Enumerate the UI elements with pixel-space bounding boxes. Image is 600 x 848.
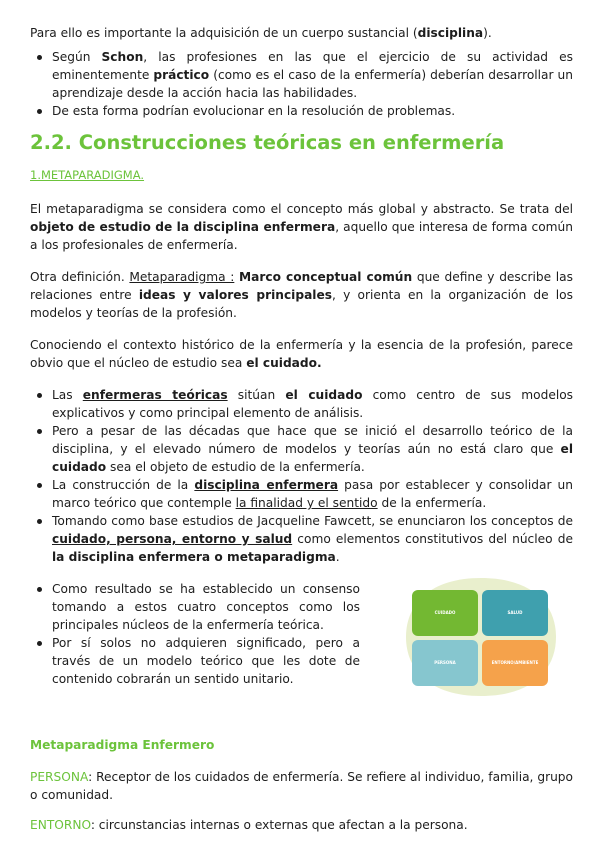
- section-heading: 2.2. Construcciones teóricas en enfermería: [30, 131, 505, 154]
- text: Conociendo el contexto histórico de la enfermería y la esencia de la profesión, parece obvio que el núcleo de estudio sea: [30, 338, 573, 370]
- text: , y orienta en la organización de los modelos y teorías de la profesión.: [30, 288, 573, 320]
- underlined-text: la finalidad y el sentido: [235, 496, 378, 510]
- text: que define y describe las relaciones entre: [30, 270, 573, 302]
- bold-text: objeto de estudio de la disciplina enfermera: [30, 220, 336, 234]
- text: Otra definición.: [30, 270, 130, 284]
- bold-underlined-text: disciplina enfermera: [194, 478, 339, 492]
- text: sitúan: [227, 388, 286, 402]
- bullet-list-schon: [30, 48, 573, 120]
- text: como elementos constitutivos del núcleo de: [292, 532, 573, 546]
- list-item: [30, 48, 573, 102]
- paragraph-definition-1: [30, 200, 573, 254]
- intro-text-end: ).: [483, 26, 492, 40]
- text: Pero a pesar de las décadas que hace que se inició el desarrollo teórico de la disciplina, y el elevado número de modelos y teorías aún no está claro que: [52, 424, 573, 456]
- bold-text: el cuidado.: [246, 356, 322, 370]
- bullet-list-consenso: [30, 580, 360, 688]
- text: sea el objeto de estudio de la enfermería.: [106, 460, 365, 474]
- text: Tomando como base estudios de Jacqueline Fawcett, se enunciaron los conceptos de: [52, 514, 573, 528]
- bold-text: la disciplina enfermera o metaparadigma: [52, 550, 336, 564]
- intro-text: Para ello es importante la adquisición de un cuerpo sustancial (: [30, 26, 418, 40]
- text: de la enfermería.: [377, 496, 487, 510]
- metaparadigma-link[interactable]: 1.METAPARADIGMA.: [30, 168, 145, 182]
- paragraph-context: [30, 336, 573, 372]
- intro-bold: disciplina: [417, 26, 484, 40]
- metaparadigm-diagram: [402, 574, 560, 700]
- text: De esta forma podrían evolucionar en la resolución de problemas.: [52, 104, 456, 118]
- bold-underlined-text: enfermeras teóricas: [82, 388, 228, 402]
- definition-text: : circunstancias internas o externas que afectan a la persona.: [90, 818, 468, 832]
- bold-text: el cuidado: [52, 442, 573, 474]
- bold-text: práctico: [153, 68, 210, 82]
- list-item: [30, 422, 573, 476]
- list-item: [30, 512, 573, 566]
- consensus-section: [30, 580, 573, 712]
- cell-cuidado: CUIDADO: [412, 590, 478, 636]
- cell-entorno: ENTORNO/AMBIENTE: [482, 640, 548, 686]
- intro-paragraph: [30, 24, 573, 42]
- text: La construcción de la: [52, 478, 195, 492]
- text: .: [335, 550, 340, 564]
- text: Las: [52, 388, 83, 402]
- document-page: [30, 24, 573, 834]
- text: , aquello que interesa de forma común a los profesionales de enfermería.: [30, 220, 574, 252]
- text: Según: [52, 50, 102, 64]
- paragraph-definition-2: [30, 268, 573, 322]
- list-item: [30, 476, 573, 512]
- list-item: [30, 102, 573, 120]
- bold-text: ideas y valores principales: [138, 288, 333, 302]
- term-persona: PERSONA: [30, 770, 89, 784]
- text: (como es el caso de la enfermería) deberían desarrollar un aprendizaje desde la acción hacia las habilidades.: [52, 68, 573, 100]
- text: pasa por establecer y consolidar un marco teórico que contemple: [52, 478, 573, 510]
- underlined-text: Metaparadigma :: [129, 270, 235, 284]
- text: , las profesiones en las que el ejercicio de su actividad es eminentemente: [52, 50, 573, 82]
- text: El metaparadigma se considera como el concepto más global y abstracto. Se trata del: [30, 202, 573, 216]
- definition-entorno: [30, 816, 573, 834]
- bold-text: el cuidado: [285, 388, 363, 402]
- bullet-list-cuidado: [30, 386, 573, 566]
- cell-salud: SALUD: [482, 590, 548, 636]
- bold-underlined-text: cuidado, persona, entorno y salud: [52, 532, 293, 546]
- list-item: Por sí solos no adquieren significado, pero a través de un modelo teórico que les dote de contenido cobrarán un sentido unitario.: [30, 634, 360, 688]
- list-item: [30, 386, 573, 422]
- bold-text: Schon: [101, 50, 144, 64]
- cell-persona: PERSONA: [412, 640, 478, 686]
- subheading: Metaparadigma Enfermero: [30, 738, 215, 752]
- term-entorno: ENTORNO: [30, 818, 91, 832]
- text: como centro de sus modelos explicativos y como principal elemento de análisis.: [52, 388, 574, 420]
- definition-persona: [30, 768, 573, 804]
- definition-text: : Receptor de los cuidados de enfermería. Se refiere al individuo, familia, grupo o comunidad.: [30, 770, 573, 802]
- list-item: Como resultado se ha establecido un consenso tomando a estos cuatro conceptos como los principales núcleos de la enfermería teórica.: [30, 580, 360, 634]
- bold-text: Marco conceptual común: [239, 270, 413, 284]
